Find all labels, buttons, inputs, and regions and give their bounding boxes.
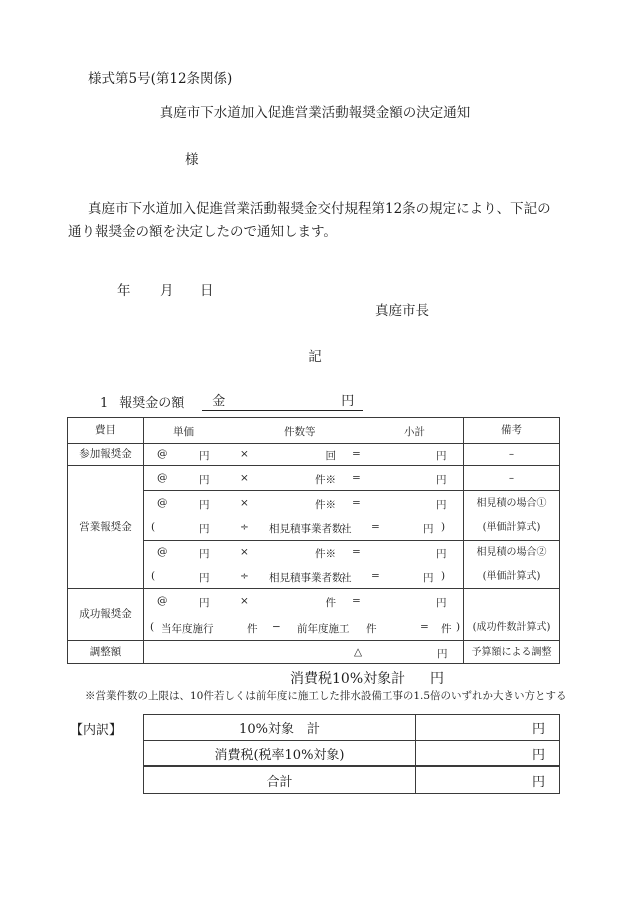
- open-paren: (: [150, 620, 155, 633]
- at-sign: @: [157, 595, 168, 608]
- item-adjustment: [68, 641, 144, 663]
- competing-quote-vendors-label: 相見積事業者数: [269, 571, 343, 584]
- remark-dash: –: [509, 472, 514, 484]
- yen-unit: 円: [436, 450, 447, 462]
- amount-prefix: 金: [212, 394, 226, 409]
- breakdown-row2-value: [416, 741, 559, 767]
- minus-sign: −: [272, 620, 281, 633]
- at-sign: @: [157, 448, 168, 460]
- count-unit-ken-ref: 件※: [315, 498, 336, 511]
- multiply-sign: ×: [240, 471, 249, 484]
- remark-success-calc: (成功件数計算式): [472, 621, 551, 633]
- equals-sign: =: [352, 496, 361, 509]
- yen-unit: 円: [436, 498, 447, 511]
- record-mark: 記: [308, 349, 322, 365]
- yen-unit: 円: [199, 473, 210, 486]
- adjustment-remarks-cell: [464, 641, 559, 663]
- equals-sign: =: [420, 620, 429, 633]
- close-paren: ): [441, 521, 446, 534]
- sales-formula-line: [144, 472, 463, 485]
- breakdown-row1-label: [144, 715, 416, 741]
- yen-unit: 円: [423, 571, 434, 584]
- count-unit-ken: 件: [247, 622, 258, 635]
- multiply-sign: ×: [240, 595, 249, 608]
- item-adjustment-label: 調整額: [89, 645, 122, 658]
- item-success: [68, 589, 144, 641]
- at-sign: @: [157, 471, 168, 484]
- yen-unit: 円: [436, 473, 447, 486]
- breakdown-table: [143, 714, 560, 794]
- header-mid-line: [144, 424, 463, 437]
- sales-count-limit-note: ※営業件数の上限は、10件若しくは前年度に施工した排水設備工事の1.5倍のいずれか大きい方とする: [85, 690, 567, 702]
- section1-number: 1: [100, 396, 109, 411]
- multiply-sign: ×: [240, 448, 249, 460]
- equals-sign: =: [371, 521, 380, 534]
- breakdown-10pct-total-label: 10%対象 計: [239, 722, 320, 737]
- item-success-label: 成功報奨金: [79, 608, 132, 620]
- competing-quote-formula-line: [144, 570, 463, 583]
- open-paren: (: [151, 569, 156, 582]
- yen-unit: 円: [199, 523, 210, 536]
- date-day-label: 日: [200, 283, 214, 299]
- remark-case2: 相見積の場合②: [476, 547, 547, 559]
- date-month-label: 月: [160, 283, 174, 299]
- sales-formula-line: [144, 497, 463, 510]
- sales3-remarks-cell: [464, 541, 559, 589]
- item-participation: [68, 444, 144, 466]
- remark-unit-calc: (単価計算式): [482, 570, 541, 582]
- yen-unit: 円: [199, 548, 210, 561]
- triangle-negative-sign: △: [354, 645, 363, 658]
- success-formula-line1: [144, 595, 463, 608]
- count-unit-ken-ref: 件※: [315, 473, 336, 486]
- divide-sign: ÷: [240, 569, 249, 582]
- close-paren: ): [441, 569, 446, 582]
- yen-unit: 円: [199, 597, 210, 610]
- header-item-label: 費目: [95, 424, 116, 436]
- amount-underline: [202, 392, 363, 411]
- breakdown-row3-value: [416, 767, 559, 793]
- count-unit-ken-ref: 件※: [315, 548, 336, 561]
- equals-sign: =: [371, 569, 380, 582]
- sales3-formula-cell: [144, 541, 464, 589]
- participation-remarks-cell: [464, 444, 559, 466]
- breakdown-row1-value: [416, 715, 559, 741]
- equals-sign: =: [352, 471, 361, 484]
- remark-dash: –: [509, 449, 514, 460]
- reward-table: [67, 417, 560, 664]
- body-text-line1: 真庭市下水道加入促進営業活動報奨金交付規程第12条の規定により、下記の: [88, 201, 551, 217]
- success-remarks-cell: [464, 589, 559, 641]
- yen-unit: 円: [199, 571, 210, 584]
- remark-blank: [464, 595, 559, 608]
- breakdown-row2-label: [144, 741, 416, 767]
- item-sales-label: 営業報奨金: [79, 520, 132, 533]
- at-sign: @: [157, 496, 168, 509]
- sales1-formula-cell: [144, 466, 464, 491]
- header-subtotal: 小計: [404, 426, 425, 438]
- participation-formula-cell: [144, 444, 464, 466]
- sales2-remarks-cell: [464, 491, 559, 541]
- document-title: 真庭市下水道加入促進営業活動報奨金額の決定通知: [159, 105, 471, 121]
- form-number: 様式第5号(第12条関係): [88, 71, 233, 87]
- close-paren: ): [456, 620, 461, 633]
- item-participation-label: 参加報奨金: [79, 448, 132, 460]
- item-sales: [68, 466, 144, 589]
- yen-unit: 円: [199, 498, 210, 511]
- remark-case1: 相見積の場合①: [476, 497, 547, 509]
- header-item-col: [68, 418, 144, 444]
- sales-formula-line: [144, 546, 463, 559]
- count-unit-ken: 件: [441, 622, 452, 635]
- participation-formula-line: [144, 448, 463, 461]
- tax-total-line: [67, 668, 558, 686]
- sender-mayor: 真庭市長: [375, 303, 429, 319]
- breakdown-label: 【内訳】: [70, 723, 123, 738]
- adjustment-formula-line: [144, 646, 463, 659]
- yen-unit: 円: [423, 523, 434, 536]
- equals-sign: =: [352, 546, 361, 559]
- at-sign: @: [157, 546, 168, 559]
- multiply-sign: ×: [240, 546, 249, 559]
- section1-label: 報奨金の額: [119, 396, 185, 411]
- yen-unit: 円: [199, 450, 210, 462]
- count-unit-times: 回: [325, 450, 336, 462]
- company-unit: 社: [341, 523, 352, 536]
- header-remarks-col: [464, 418, 559, 444]
- breakdown-grand-total-label: 合計: [266, 774, 293, 790]
- addressee-suffix: 様: [185, 152, 199, 168]
- company-unit: 社: [341, 571, 352, 584]
- amount-unit: 円: [341, 394, 355, 409]
- competing-quote-formula-line: [144, 521, 463, 534]
- header-mid-col: [144, 418, 464, 444]
- body-text-line2: 通り報奨金の額を決定したので通知します。: [68, 224, 337, 240]
- yen-unit: 円: [437, 647, 448, 660]
- equals-sign: =: [352, 448, 361, 460]
- yen-unit: 円: [531, 722, 545, 737]
- open-paren: (: [151, 521, 156, 534]
- count-unit-ken: 件: [366, 622, 377, 635]
- section1-line: [100, 392, 363, 411]
- yen-unit: 円: [436, 548, 447, 561]
- sales2-formula-cell: [144, 491, 464, 541]
- yen-unit: 円: [531, 747, 545, 763]
- sales1-remarks-cell: [464, 466, 559, 491]
- success-formula-cell: [144, 589, 464, 641]
- date-year-label: 年: [117, 283, 131, 299]
- date-line: [117, 279, 237, 299]
- header-remarks-label: 備考: [501, 424, 522, 436]
- equals-sign: =: [352, 595, 361, 608]
- header-count: 件数等: [284, 426, 316, 438]
- yen-unit: 円: [531, 774, 545, 790]
- previous-year-works-label: 前年度施工: [297, 622, 350, 635]
- divide-sign: ÷: [240, 521, 249, 534]
- adjustment-formula-cell: [144, 641, 464, 663]
- competing-quote-vendors-label: 相見積事業者数: [269, 523, 343, 536]
- remark-budget-adjust: 予算額による調整: [471, 646, 552, 658]
- count-unit-ken: 件: [325, 597, 336, 610]
- multiply-sign: ×: [240, 496, 249, 509]
- remark-unit-calc: (単価計算式): [482, 522, 541, 534]
- success-formula-line2: [144, 621, 463, 634]
- breakdown-row3-label: [144, 767, 416, 793]
- current-year-works-label: 当年度施行: [161, 622, 214, 635]
- breakdown-tax-label: 消費税(税率10%対象): [214, 747, 345, 763]
- yen-unit: 円: [430, 671, 444, 687]
- tax-total-label: 消費税10%対象計: [290, 671, 406, 687]
- yen-unit: 円: [436, 597, 447, 610]
- header-unit-price: 単価: [173, 426, 194, 438]
